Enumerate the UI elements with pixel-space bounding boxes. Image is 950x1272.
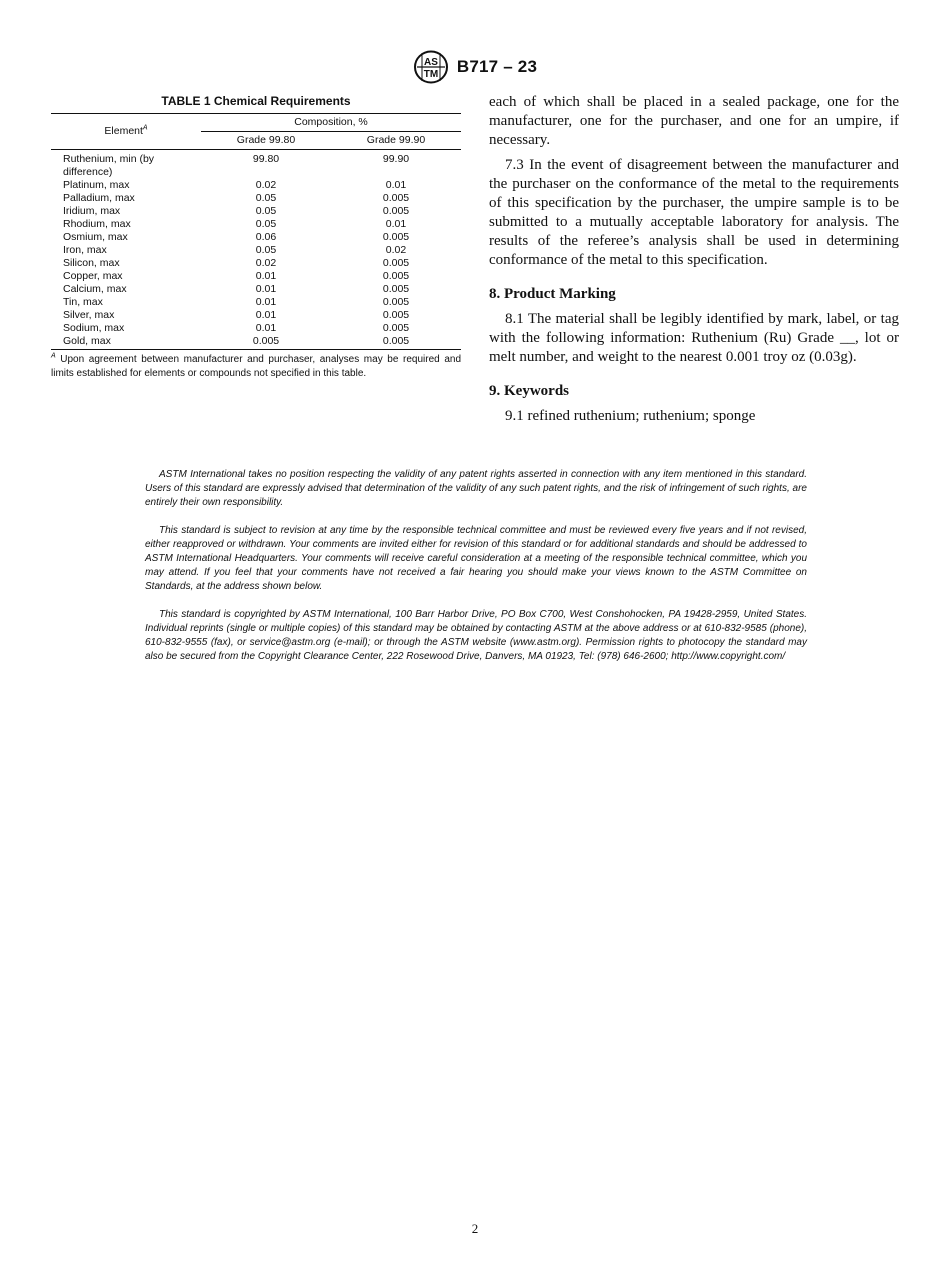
table-row: Iron, max 0.05 0.02: [63, 244, 407, 256]
legal-notices: [145, 468, 807, 678]
patent-notice: ASTM International takes no position respecting the validity of any patent rights asserted in connection with any item mentioned in this standard. Users of this standard are expressly advised that determination of the validity of any such patent rights, and the risk of infringement of such rights, are entirely their own responsibility.: [145, 469, 807, 508]
table-row: Gold, max 0.005 0.005: [51, 335, 461, 350]
grade-header: Grade 99.90: [331, 132, 461, 150]
table-row: Osmium, max 0.06 0.005: [63, 231, 410, 243]
continuation-paragraph: each of which shall be placed in a sealed package, one for the manufacturer, one for the purchaser, and one for an umpire, if necessary.: [489, 94, 899, 148]
standard-designation: B717 – 23: [456, 57, 538, 76]
table-title: TABLE 1 Chemical Requirements: [161, 94, 351, 108]
table-row: Tin, max 0.01 0.005: [63, 296, 410, 308]
copyright-notice: This standard is copyrighted by ASTM International, 100 Barr Harbor Drive, PO Box C700, West Conshohocken, PA 19428-2959, United States. Individual reprints (single or multiple copies) of this standard may be obtained by contacting ASTM at the above address or at 610-832-9585 (phone), 610-832-9555 (fax), or service@astm.org (e-mail); or through the ASTM website (www.astm.org). Permission rights to photocopy the standard may also be secured from the Copyright Clearance Center, 222 Rosewood Drive, Danvers, MA 01923, Tel: (978) 646-2600; http://www.copyright.com/: [145, 609, 807, 662]
revision-notice: This standard is subject to revision at any time by the responsible technical committee and must be reviewed every five years and if not revised, either reapproved or withdrawn. Your comments are invited either for revision of this standard or for additional standards and should be addressed to ASTM International Headquarters. Your comments will receive careful consideration at a meeting of the responsible technical committee, which you may attend. If you feel that your comments have not received a fair hearing you should make your views known to the ASTM Committee on Standards, at the address shown below.: [145, 525, 807, 592]
page-header: [0, 50, 950, 84]
table-row: Iridium, max 0.05 0.005: [63, 205, 410, 217]
table-row: Copper, max 0.01 0.005: [63, 270, 410, 282]
table-row: Silicon, max 0.02 0.005: [63, 257, 410, 269]
table-row: Sodium, max 0.01 0.005: [63, 322, 410, 334]
table-row: Palladium, max 0.05 0.005: [63, 192, 410, 204]
svg-text:AS: AS: [423, 57, 438, 68]
section-8-heading: 8. Product Marking: [489, 286, 616, 302]
table-row: Silver, max 0.01 0.005: [63, 309, 410, 321]
table-row: Rhodium, max 0.05 0.01: [63, 218, 407, 230]
composition-column-header: Composition, %: [201, 114, 461, 132]
astm-logo-icon: [413, 50, 449, 84]
table-footnote: $^A$ Upon agreement between manufacturer and purchaser, analyses may be required and limits established for elements or compounds not specified in this table.: [51, 352, 461, 379]
section-7-3: 7.3 In the event of disagreement between the manufacturer and the purchaser on the conformance of the metal to the requirements of this specification by the purchaser, the umpire sample is to be submitted to a mutually acceptable laboratory for analysis. The results of the referee’s analysis shall be used in determining conformance of the metal to this specification.: [489, 157, 899, 268]
section-9-1: 9.1 refined ruthenium; ruthenium; sponge: [505, 408, 756, 424]
grade-header: Grade 99.80: [201, 132, 331, 150]
right-column: [489, 93, 899, 426]
svg-text:TM: TM: [423, 69, 439, 80]
table-row: Calcium, max 0.01 0.005: [63, 283, 410, 295]
table-row: Ruthenium, min (by difference) 99.80 99.90: [63, 153, 410, 178]
page-number: 2: [471, 1221, 479, 1236]
table-row: Platinum, max 0.02 0.01: [63, 179, 407, 191]
section-8-1: 8.1 The material shall be legibly identified by mark, label, or tag with the following information: Ruthenium (Ru) Grade __, lot or melt number, and weight to the nearest 0.001 troy oz (0.03g).: [489, 311, 899, 365]
element-column-header: Element$^A$: [51, 114, 201, 150]
section-9-heading: 9. Keywords: [489, 383, 569, 399]
chemical-requirements-table-block: [51, 94, 461, 381]
chemical-requirements-table: [51, 113, 461, 350]
